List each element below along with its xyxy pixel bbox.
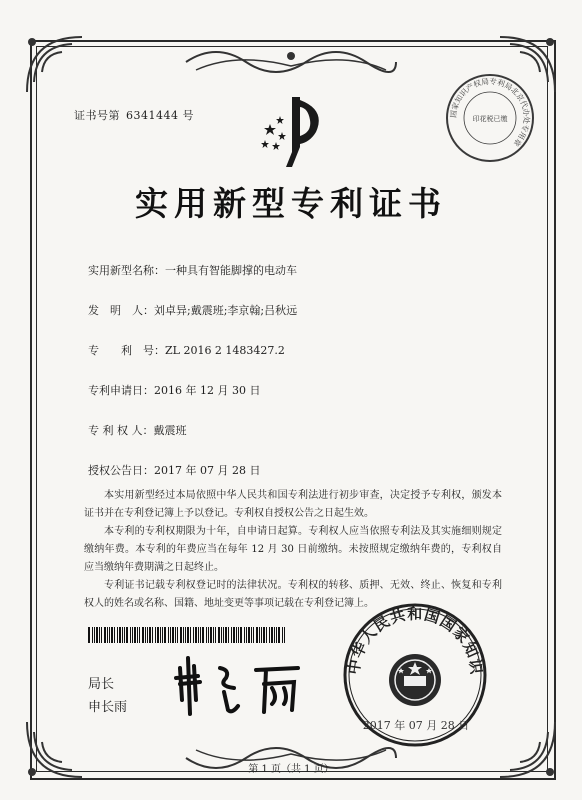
inventor-label: 发 明 人：: [88, 304, 154, 317]
certificate-number: [74, 107, 194, 123]
barcode-bar: [162, 627, 163, 643]
grant-date-value: 2017 年 07 月 28 日: [154, 464, 261, 477]
patentee-label: 专 利 权 人：: [88, 424, 154, 437]
barcode-bar: [238, 627, 239, 643]
barcode-bar: [149, 627, 151, 643]
grant-date-label: 授权公告日：: [88, 464, 154, 477]
certificate-number-value: 6341444: [126, 109, 179, 122]
page-number: 第 1 页（共 1 页）: [248, 764, 334, 775]
barcode-bar: [276, 627, 277, 643]
barcode-bar: [208, 627, 209, 643]
filing-date-label: 专利申请日：: [88, 384, 154, 397]
barcode-bar: [114, 627, 115, 643]
barcode-bar: [195, 627, 197, 643]
barcode: [88, 627, 288, 643]
certificate-title: 实用新型专利证书: [135, 184, 447, 223]
barcode-bar: [175, 627, 176, 643]
barcode-bar: [168, 627, 169, 643]
barcode-bar: [251, 627, 252, 643]
barcode-bar: [244, 627, 245, 643]
barcode-bar: [142, 627, 144, 643]
barcode-bar: [215, 627, 216, 643]
director-name: 申长雨: [88, 700, 128, 715]
body-paragraph-3: 专利证书记载专利权登记时的法律状况。专利权的转移、质押、无效、终止、恢复和专利权人的姓名或名称、国籍、地址变更等事项记载在专利登记簿上。: [84, 580, 502, 609]
barcode-bar: [147, 627, 148, 643]
barcode-bar: [96, 627, 98, 643]
patent-office-emblem: [256, 92, 330, 172]
field-grant-date: [88, 462, 260, 478]
barcode-bar: [180, 627, 182, 643]
barcode-bar: [111, 627, 113, 643]
barcode-bar: [117, 627, 118, 643]
barcode-bar: [132, 627, 133, 643]
barcode-bar: [266, 627, 267, 643]
barcode-bar: [92, 627, 93, 643]
barcode-bar: [187, 627, 189, 643]
barcode-bar: [109, 627, 110, 643]
barcode-bar: [206, 627, 207, 643]
barcode-bar: [228, 627, 229, 643]
director-signature: [168, 648, 308, 720]
patent-number-label: 专 利 号：: [88, 344, 165, 357]
barcode-bar: [119, 627, 121, 643]
barcode-bar: [155, 627, 156, 643]
barcode-bar: [193, 627, 194, 643]
barcode-bar: [185, 627, 186, 643]
barcode-bar: [94, 627, 95, 643]
field-utility-name: [88, 262, 297, 278]
barcode-bar: [160, 627, 161, 643]
barcode-bar: [152, 627, 153, 643]
barcode-bar: [256, 627, 258, 643]
barcode-bar: [137, 627, 138, 643]
barcode-bar: [172, 627, 174, 643]
barcode-bar: [157, 627, 159, 643]
barcode-bar: [218, 627, 220, 643]
barcode-bar: [269, 627, 270, 643]
government-seal-date: 2017 年 07 月 28 日: [362, 719, 470, 732]
agency-seal-text: 国家知识产权局专利局北京代办处专用章: [448, 76, 532, 148]
barcode-bar: [170, 627, 171, 643]
barcode-bar: [130, 627, 131, 643]
certificate-body: [84, 487, 502, 613]
barcode-bar: [225, 627, 227, 643]
director-title: 局长: [88, 677, 115, 692]
barcode-bar: [177, 627, 178, 643]
barcode-bar: [190, 627, 191, 643]
utility-name-value: 一种具有智能脚撑的电动车: [165, 264, 297, 277]
barcode-bar: [200, 627, 201, 643]
barcode-bar: [271, 627, 273, 643]
barcode-bar: [134, 627, 136, 643]
barcode-bar: [122, 627, 123, 643]
agency-seal-center-text: 印花税已缴: [472, 115, 508, 123]
utility-name-label: 实用新型名称：: [88, 264, 165, 277]
top-center-ornament: [176, 42, 406, 82]
field-inventor: [88, 302, 297, 318]
barcode-bar: [231, 627, 232, 643]
corner-ornament-top-left: [22, 32, 92, 102]
barcode-bar: [259, 627, 260, 643]
barcode-bar: [278, 627, 280, 643]
barcode-bar: [284, 627, 285, 643]
patentee-value: 戴震班: [153, 424, 187, 437]
barcode-bar: [263, 627, 265, 643]
filing-date-value: 2016 年 12 月 30 日: [154, 384, 261, 397]
barcode-bar: [88, 627, 90, 643]
barcode-bar: [221, 627, 222, 643]
barcode-bar: [253, 627, 254, 643]
inventor-value: 刘卓异;戴震班;李京翰;吕秋远: [154, 304, 298, 317]
barcode-bar: [126, 627, 128, 643]
barcode-bar: [183, 627, 184, 643]
barcode-bar: [101, 627, 102, 643]
barcode-bar: [282, 627, 283, 643]
barcode-bar: [261, 627, 262, 643]
certificate-number-suffix: 号: [182, 109, 194, 122]
barcode-bar: [107, 627, 108, 643]
certificate-number-label: 证书号第: [74, 109, 120, 122]
barcode-bar: [248, 627, 250, 643]
field-patentee: [88, 422, 187, 438]
barcode-bar: [236, 627, 237, 643]
body-paragraph-2: 本专利的专利权期限为十年，自申请日起算。专利权人应当依照专利法及其实施细则规定缴纳年费。本专利的年费应当在每年 12 月 30 日前缴纳。未按照规定缴纳年费的，专利权自应当缴纳年费期满之日起终止。: [84, 526, 502, 573]
field-filing-date: [88, 382, 260, 398]
patent-number-value: ZL 2016 2 1483427.2: [165, 344, 285, 357]
barcode-bar: [202, 627, 204, 643]
barcode-bar: [198, 627, 199, 643]
barcode-bar: [124, 627, 125, 643]
barcode-bar: [139, 627, 140, 643]
barcode-bar: [274, 627, 275, 643]
barcode-bar: [164, 627, 166, 643]
agency-seal: [444, 72, 536, 164]
body-paragraph-1: 本实用新型经过本局依照中华人民共和国专利法进行初步审查，决定授予专利权，颁发本证书并在专利登记簿上予以登记。专利权自授权公告之日起生效。: [84, 490, 502, 519]
barcode-bar: [246, 627, 247, 643]
government-seal-text: 中华人民共和国国家知识: [344, 604, 486, 677]
barcode-bar: [213, 627, 214, 643]
barcode-bar: [145, 627, 146, 643]
barcode-bar: [104, 627, 106, 643]
barcode-bar: [99, 627, 100, 643]
barcode-bar: [233, 627, 235, 643]
barcode-bar: [223, 627, 224, 643]
barcode-bar: [210, 627, 212, 643]
field-patent-number: [88, 342, 285, 358]
barcode-bar: [240, 627, 242, 643]
